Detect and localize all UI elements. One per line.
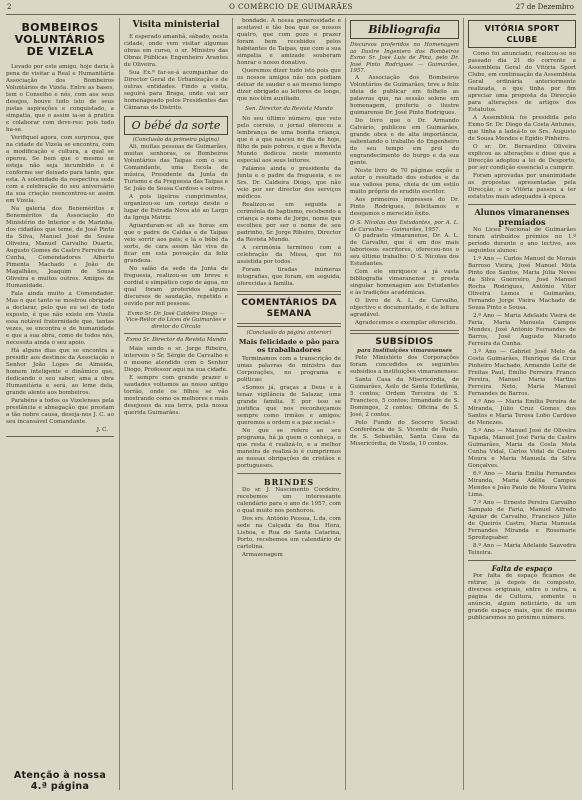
paragraph: Neste livro de 70 páginas expõe o autor o resultado dos estudos e da sua valiosa pena, cheia de um estilo muito próprio de erudito escritor. (350, 167, 459, 195)
article-signature: J. C. (96, 427, 108, 433)
divider (468, 560, 576, 561)
column-rule (463, 18, 464, 790)
paragraph: O sr. Dr. Bernardino Oliveira explicou as alterações e disse que a Direcção adoptou a lei de Desporto, por ser condição essencial a cumprir. (468, 144, 576, 171)
divider (237, 323, 341, 327)
article-body-visita (124, 34, 228, 112)
paragraph: Ali, muitas pessoas de Guimarães, muitas senhoras, os Bombeiros Voluntários das Taipas com o seu Comandante, uma Escola de música, Presidente da Junta de Turismo e da Freguesia das Taipas e Sr. João de Sousa Cardoso e outros. (124, 143, 228, 192)
article-title-bombeiros: BOMBEIROS VOLUNTÁRIOS DE VIZELA (14, 21, 106, 58)
paragraph: A pois ligeiros cumprimentos, organizou-se um cortejo desde o lugar de Estrada Nova até ao Largo da Igreja Matriz. (124, 193, 228, 221)
article-body-brindes (237, 487, 341, 559)
paragraph: No salão da sede da Junta de freguesia, realizou-se um breve e cordial e simpático copo de água, no qual foram proferidos alguns discursos de saudação, repetido e ouvido por mil pessoas. (124, 265, 228, 307)
paragraph: Fala ainda muito a Comendador. Mas o que tanto se mostrou obrigado a declarar, pelo que eu sei de todo exposto, é que não existe em Vizela essa notável fraternidade que, tantas vezes, se encontra e de humanidade e que a sua obra, como de todos nós, necessita ainda o seu apoio. (6, 291, 114, 346)
paragraph: Foram tiradas inúmeras fotografias, que foram, em seguida, oferecidas à família. (237, 266, 341, 287)
paragraph: Queremos dizer tudo isto pois que os nossos amigos não nos podiam deixar de saudar e ao mesmo tempo dizer obrigado ao leitores de longe, que nos têm auxiliado. (237, 68, 341, 102)
article-body-falta (468, 573, 576, 622)
paragraph: Mais sendo o sr. Jorge Ribeiro, interveio o Sr. Sérgio de Carvalho e o mesmo atendido com o Senhor Diogo, Professor aqui na sua cidade. (124, 345, 228, 373)
paragraph: Verifiquei agora, com surpresa, que na cidade de Vizela se encontra, com a modificação e cultura, a qual se operou. Se bem que o mesmo se esteja não seja incumbido e é conforme ser deixado para tanto, que esta. A solenidade da respectiva sede com a celebração do seu aniversário da sua criação reencontrou-se assim em Vizela. (6, 135, 114, 204)
article-body-bibliografia (350, 75, 459, 218)
paragraph: 5.º Ano — Manuel José de Oliveira Tapada, Manuel José Faria de Castro Guimarães, Maria da Costa Mota Cunha Vidal, Carlos Vidal de Castro Moura e Maria Manuela da Silva Gonçalves. (468, 428, 576, 469)
paragraph: Dos srs. António Pessoa, L.da, com sede na Calçada da Boa Hora, Lisboa, e Rua do Santa Catarina, Porto, recebemos um calendário de cartolina. (237, 516, 341, 551)
divider (237, 473, 341, 474)
paragraph: Falámos ainda o presidente da Junta e o padre da freguesia, e os Srs. Dr. Caldeira Diogo, que não veio por ser director dos serviços médicos. (237, 165, 341, 200)
paragraph: Foram aprovadas por unanimidade as propostas apresentadas pela Direcção, e o Vitória passou a ter estatutos mais adequados à época. (468, 173, 576, 200)
paragraph: Do sr. J. Nascimento Cordeiro, recebemos um interessante calendário para o ano de 1957, com o qual muito nos penhorou. (237, 487, 341, 515)
column-rule (232, 18, 233, 790)
paragraph: 4.º Ano — Maria Emília Pereira de Miranda, Júlio Cruz Gomes dos Santos e Maria Teresa Lobo Cardoso de Menezes. (468, 399, 576, 426)
column-rule (345, 18, 346, 790)
page-number: 2 (7, 3, 12, 11)
article-title-vitoria: VITÓRIA SPORT CLUBE (484, 23, 560, 44)
article-title-bibliografia: Bibliografia (368, 23, 441, 36)
article-body-comentarios (237, 356, 341, 470)
paragraph: Pelo Ministério dos Corporações foram concedidos os seguintes subsídios a instituições vimaranenses: (350, 354, 459, 375)
paragraph: Agradecemos o exemplar oferecido. (355, 320, 457, 327)
divider (237, 291, 341, 295)
addressee-line: Exmo Sr. Dr. José Caldeira Diogo — Vice-Reitor do Liceu de Guimarães e diretor do Círculo (125, 310, 227, 330)
article-title-alunos: Alunos vimaranenses premiados (474, 207, 570, 227)
article-body-cont (237, 18, 341, 103)
paragraph: Pelo Fundo do Socorro Social: Conferência de S. Vicente de Paulo, de S. Sebastião, Santa Casa da Misericórdia, de Vizela, 10 contos. (350, 419, 459, 447)
paragraph: «Somos já, graças a Deus e à tenaz vigilância de Salazar, uma grande família. E por isso se justifica que nos reconheçamos sempre como irmãos e amigos; queremos a ordem e a paz social.» (237, 385, 341, 427)
article-caption-bebe: (Conclusão da primeira página) (132, 137, 220, 143)
paragraph: Realizou-se em seguida a cerimónia do baptismo, recebendo a criança o nome de Jorge, nome que escolheu por ser o nome de seu padrinho, Sr. Jorge Ribeiro, Director da Revista Mundo. (237, 201, 341, 243)
paragraph: 8.º Ano — Maria Adelaide Saavedra Teixeira. (468, 543, 576, 556)
paragraph: A Assembleia foi presidida pelo Exmo Sr. Dr. Diogo da Costa Antunes, que tinha a ladeá-lo os Srs. Augusto de Sousa Mendes e Egídio Pinheiro. (468, 115, 576, 142)
addressee-line: Sen. Director da Revista Mundo (245, 106, 333, 112)
header-date: 27 de Dezembro (515, 3, 574, 11)
article-caption-comentarios: (Conclusão da página anterior) (246, 329, 332, 336)
addressee-line: Exmo Sr. Director da Revista Mundo (125, 337, 227, 344)
masthead: O COMÉRCIO DE GUIMARÃES (229, 3, 353, 11)
article-body-bebe (124, 144, 228, 308)
paragraph: Na galeria dos Beneméritos e Beneméritos da Associação do Ministério do Interior e de Marinha, dos cidadãos que teme, de José Pinto da Silva, Manuel José de Sousa Oliveira, Manuel Carvalho Duarte, Augusto Gomes de Castro Ferreira da Cunha, Comendadores Alberto Pimenta Machado e João de Magalhães, Joaquim de Sousa Oliveira e muitos outros. Amigos de Humanidade. (6, 206, 114, 289)
paragraph: Por falta de espaço ficamos de retirar, já depois de composto, diversos originais, entre o outra, a página de Cultura, somente o anúncio, algum noticiário, de um grande espaço mais, que de mesmo publicaremos no próximo número. (468, 573, 576, 621)
bottom-headline: Atenção à nossa 4.ª página (13, 770, 107, 792)
column-bombeiros (6, 18, 114, 796)
paragraph: Há alguns dias que se encontra a presidir aos destinos da Associação o Senhor João Lopes de Almeida, homem inteligente e dinâmico que, dedicando o seu saber, ama a obra Humanitária e será, ao leme dela, grande alento aos bombeiros. (6, 348, 114, 396)
column-bibliografia (350, 18, 459, 796)
paragraph: No seu último número, que veio pelo correio, o jornal ofereceu a lembrança de uma bonita criança, que é a que nasceu no dia de hoje, filho de pais pobres, e que a Revista Mundo dedicou neste momento especial aos seus leitores. (237, 115, 341, 164)
paragraph: bondade. A nossa generosidade é aceitavel e tão boa que os nossos quatro, que com gozo e prazer foram bem recebidos pelos habitantes de Taipas, que com a sua simpatia e amizade souberam honrar o nosso donativo. (237, 18, 341, 66)
paragraph: Santa Casa da Misericórdia, de Guimarães, Asilo de Santa Estefânia, 5 contos; Ordem Terceira de S. Francisco, 5 contos; Irmandade de S. Domingos, 2 contos; Oficina de S. José, 2 contos. (350, 376, 459, 418)
paragraph: Levado por este amigo, hoje daria à pena de visitar a Real e Humanitária Associação dos Bombeiros Voluntários de Vizela. Entre as bases, tem o Conselho e nós, com aos seus desejos, houve tudo isto de seus justas aspirações e conquistado, a simpatia, que o assim ia-se à pratica e colaborar com deve-res: pois tudo ha-se. (6, 64, 114, 133)
paragraph: No Liceu Nacional de Guimarães foram atribuídos prémios no 1.º período durante o ano lectivo, aos seguintes alunos: (468, 227, 576, 254)
paragraph: Do livro que o Dr. Armando Calvário, publicou em Guimarães, grande obra e de alta importância, salientando o trabalho do Engenheiro do seu tempo em prol do engrandecimento do burgo e da sua gente. (350, 117, 459, 166)
paragraph: Armazenagem (242, 552, 283, 559)
article-title-visita: Visita ministerial (132, 20, 220, 30)
article-body-letter (124, 346, 228, 417)
column-bebe-cont (237, 18, 341, 796)
paragraph: No que se refere ao seu programa, há já quem o conheça, o que resta é realizá-lo, e a melhor maneira de realizá-lo é cumprirmos as nossas obrigações de cristãos e portugueses. (237, 428, 341, 470)
paragraph: Aos primeiros impressos do Dr. Pinto Rodrigues, felicitamos e desejamos o merecido êxito. (350, 196, 459, 217)
paragraph: 6.º Ano — Maria Emília Fernandes Miranda, Maria Adélia Campos Mendes e João Paulo de Moura Vieira Lima. (468, 471, 576, 498)
headline-box-bibliografia (350, 20, 459, 39)
divider (468, 204, 576, 205)
paragraph: Aguardaram-se ali as horas em que o padre de Caldas e de Taipas veio sorrir aos pais; e lá o bébé da sorte, de cara assim tão viva de ficar em esta povoação da feliz grandeza. (124, 222, 228, 264)
book-citation: O S. Nicolau dos Estudantes, por A. L. de Carvalho — Guimarães, 1957. (350, 219, 459, 233)
article-title-subsidios: SUBSÍDIOS (375, 337, 434, 348)
column-vitoria (468, 18, 576, 796)
paragraph: 3.º Ano — Gabriel José Melo da Costa Guimarães, Henrique da Cruz Pinheiro Machado, Armando Leite de Freitas Paul, Emílio Ferreira Franco Pereira, Manuel Maria Martins Ferreira Neto, Maria Manuel Fernandes de Barros. (468, 349, 576, 397)
paragraph: Terminamos com a transcrição de umas palavras do ministro das Corporações, no programa e políticas: (237, 356, 341, 384)
column-visita (124, 18, 228, 796)
paragraph: O padrasto vimaranense, Dr. A. L. de Carvalho, que é um dos mais laboriosos escritores, ofereceu-nos o seu último trabalho: O S. Nicolau dos Estudantes. (350, 233, 459, 268)
article-body-letter2 (237, 116, 341, 288)
paragraph: 2.º Ano — Maria Adelaide Vieira de Faria, Maria Manuela Campos Mendes, José António Fernandes de Barros, José Augusto Macedo Ferreira da Cunha. (468, 313, 576, 347)
article-title-bebe: O bébé da sorte (131, 119, 221, 132)
paragraph: Sua Ex.ª far-se-á acompanhar do Director Geral de Urbanização e de outras entidades. Findo a visita, seguirá para Braga, onde vai ser homenageado pelos Presidentes das Câmaras do Distrito. (124, 70, 228, 111)
paragraph: Como foi anunciado, realizou-se no passado dia 21 do corrente a Assembleia Geral do Vitória Sport Clube, em continuação da Assembleia Geral ordinária anteriormente realizada, o que tinha por fim apreciar uma proposta da Direcção para alterações de artigos dos Estatutos. (468, 51, 576, 113)
article-caption-subsidios: para Instituições vimaranenses (357, 348, 452, 355)
article-body-subsidios (350, 355, 459, 448)
paragraph: Parabéns a todos os Vizelenses pela prestância e abnegação que prestam a tão nobre causa, deseja-nos J. C. ao seu incansável Comandante. (6, 398, 114, 425)
paragraph: Com ele enriquece a já vasta bibliografia vimaranense e presta singular homenagem aos Estudantes e às tradições académicas. (350, 269, 459, 297)
headline-box-bebe (124, 116, 228, 135)
header-rule (6, 14, 576, 15)
article-body-bombeiros (6, 64, 114, 426)
article-title-falta: Falta de espaço (491, 564, 553, 573)
column-rule (119, 18, 120, 790)
paragraph: O livro de A. L. de Carvalho, objectivo e documentado, é de leitura agradável. (350, 298, 459, 319)
paragraph: A cerimónia terminou com a celebração da Missa, que foi assistida por todos. (237, 244, 341, 265)
paragraph: E esperado amanhã, sábado, nesta cidade, onde vem visitar algumas obras em curso, o sr. Ministro das Obras Públicas Engenheiro Arantes de Oliveira. (124, 34, 228, 68)
article-body-vitoria (468, 51, 576, 201)
paragraph: A Associação dos Bombeiros Voluntários de Guimarães, teve a feliz ideia de publicar em folheto as palavras que, na sessão solene em homenagem, proferiu o ilustre guimarense Dr. José Pinto Rodrigues. (350, 74, 459, 116)
paragraph: E sempre com grande prazer e saudades voltamos ao nosso antigo torrão, onde os filhos se vão mostrando como os melhores e mais desejosos da sua terra, pela nossa querida Guimarães. (124, 374, 228, 416)
article-title-brindes: BRINDES (263, 477, 315, 488)
article-body-alunos (468, 227, 576, 557)
divider (124, 333, 228, 334)
article-body-bibliografia2 (350, 233, 459, 327)
bottom-headline-wrap (6, 770, 114, 792)
book-citation: Discursos proferidos no Homenagem ao Ilustre Ingeniero dos Bombeiros Exmo Sr. José Luís de Pina, pelo Dr. José Pinto Rodrigues — Guimarães, 1957. (350, 42, 459, 75)
paragraph: 1.º Ano — Carlos Manuel de Morais Barroso Vieira, José Manuel Mota Pinto dos Santos, Maria Júlia Neves da Silva Guerreiro, José Manuel Rocha Rodrigues, António Vítor Oliveira Lemos e Guimarães, Fernando Jorge Vieira Machado de Sousa Pinto e Sousa. (468, 256, 576, 311)
divider (350, 330, 459, 334)
article-title-comentarios: COMENTÁRIOS DA SEMANA (241, 297, 337, 319)
headline-box-vitoria (468, 20, 576, 48)
divider (6, 436, 114, 437)
page-header (0, 0, 582, 14)
paragraph: 7.º Ano — Ernesto Pereira Carvalho Sampaio de Faria, Manuel Alfredo Aguiar de Carvalho, Francisco Júlio de Queirós Castro, Maria Manuela Fernandes Miranda e Rosemarie Spreitzgsaber. (468, 500, 576, 541)
article-subtitle-comentarios: Mais felicidade e pão para os trabalhadores (238, 338, 340, 355)
